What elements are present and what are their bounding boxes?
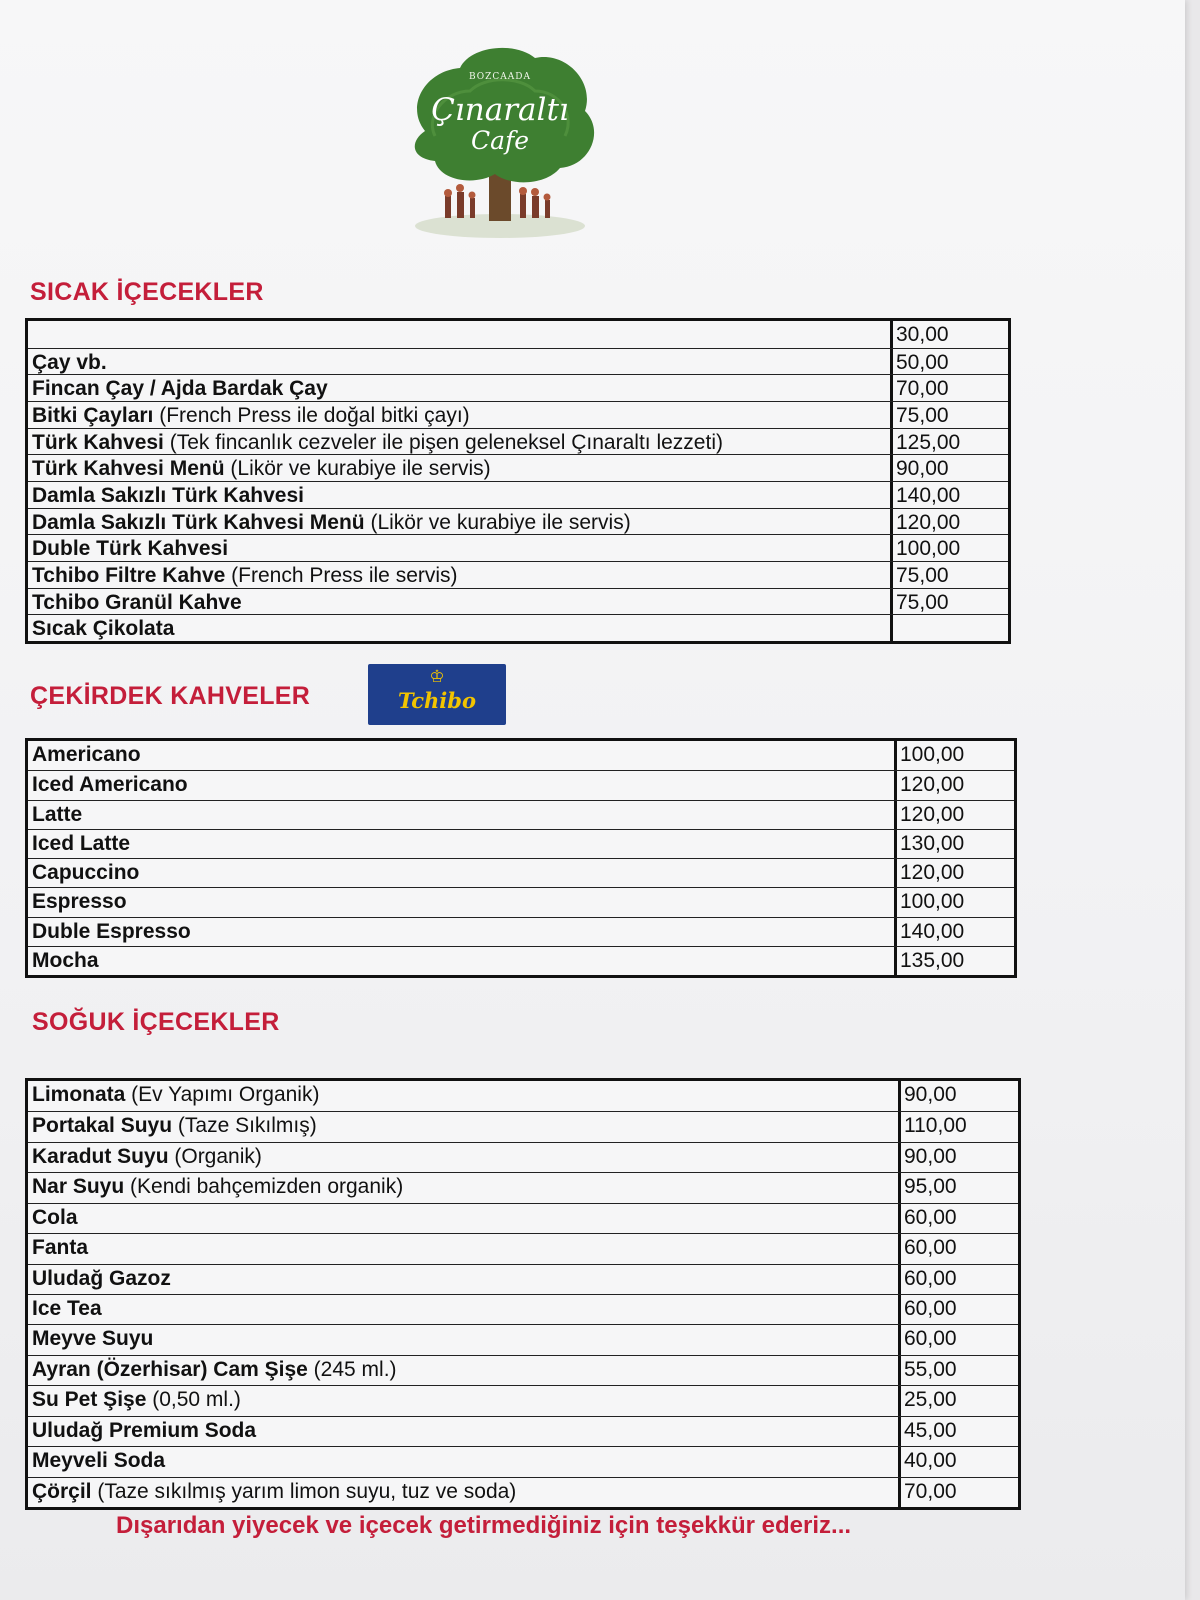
menu-item bbox=[32, 1145, 262, 1169]
menu-item bbox=[32, 377, 328, 401]
item-price: 30,00 bbox=[896, 323, 949, 346]
menu-item bbox=[32, 832, 130, 856]
menu-item bbox=[32, 1419, 256, 1443]
item-name: Karadut Suyu bbox=[32, 1144, 169, 1168]
menu-row bbox=[28, 348, 1008, 376]
menu-item bbox=[32, 404, 470, 428]
menu-item bbox=[32, 351, 107, 375]
menu-item bbox=[32, 890, 127, 914]
cafe-logo bbox=[395, 36, 605, 246]
item-name: Türk Kahvesi bbox=[32, 430, 164, 454]
item-name: Uludağ Gazoz bbox=[32, 1266, 171, 1290]
item-description: (Taze sıkılmış yarım limon suyu, tuz ve soda) bbox=[91, 1479, 517, 1503]
menu-item bbox=[32, 861, 139, 885]
logo-sub: Cafe bbox=[470, 126, 530, 155]
item-name: Mocha bbox=[32, 948, 99, 972]
menu-row bbox=[28, 829, 1014, 859]
menu-item bbox=[32, 1388, 241, 1412]
menu-item bbox=[32, 431, 723, 455]
menu-item bbox=[32, 1236, 88, 1260]
item-price: 45,00 bbox=[904, 1418, 957, 1442]
item-price: 120,00 bbox=[896, 510, 961, 534]
menu-row bbox=[28, 1111, 1018, 1142]
menu-item bbox=[32, 537, 228, 561]
section-title-cold-drinks: SOĞUK İÇECEKLER bbox=[32, 1008, 280, 1036]
menu-item bbox=[32, 457, 491, 481]
item-price: 125,00 bbox=[896, 430, 961, 454]
menu-row bbox=[28, 508, 1008, 536]
bean-coffees-table bbox=[25, 738, 1017, 978]
menu-row bbox=[28, 1142, 1018, 1173]
menu-item bbox=[32, 1449, 165, 1473]
menu-row bbox=[28, 1294, 1018, 1325]
menu-item bbox=[32, 920, 191, 944]
item-price: 75,00 bbox=[896, 404, 949, 427]
menu-row bbox=[28, 770, 1014, 800]
item-price: 90,00 bbox=[904, 1083, 957, 1106]
menu-row bbox=[28, 534, 1008, 562]
menu-row bbox=[28, 917, 1014, 947]
menu-row bbox=[28, 946, 1014, 976]
menu-item bbox=[32, 1083, 319, 1107]
item-price: 40,00 bbox=[904, 1449, 957, 1473]
item-price: 140,00 bbox=[896, 484, 961, 507]
menu-item bbox=[32, 1297, 102, 1321]
cold-drinks-table bbox=[25, 1078, 1021, 1510]
menu-item bbox=[32, 1358, 397, 1382]
item-description: (Likör ve kurabiye ile servis) bbox=[364, 510, 631, 534]
menu-row bbox=[28, 741, 1014, 770]
item-name: Duble Türk Kahvesi bbox=[32, 537, 229, 561]
menu-item bbox=[32, 617, 174, 641]
menu-row bbox=[28, 1172, 1018, 1203]
item-price: 70,00 bbox=[904, 1479, 957, 1503]
item-name: Iced Americano bbox=[32, 773, 188, 797]
item-description: (Ev Yapımı Organik) bbox=[125, 1083, 320, 1106]
item-name: Americano bbox=[32, 743, 141, 766]
menu-row bbox=[28, 1477, 1018, 1508]
item-price: 60,00 bbox=[904, 1327, 957, 1351]
menu-item bbox=[32, 511, 631, 535]
hot-drinks-table bbox=[25, 318, 1011, 644]
menu-item bbox=[32, 1327, 153, 1351]
item-description: (Tek fincanlık cezveler ile pişen geleneksel Çınaraltı lezzeti) bbox=[163, 430, 723, 454]
menu-item bbox=[32, 591, 242, 615]
item-name: Ice Tea bbox=[32, 1297, 102, 1320]
item-price: 25,00 bbox=[904, 1388, 957, 1412]
menu-item bbox=[32, 1267, 171, 1291]
logo-name: Çınaraltı bbox=[431, 92, 569, 128]
item-name: Cola bbox=[32, 1205, 78, 1229]
menu-row bbox=[28, 481, 1008, 509]
item-name: Sıcak Çikolata bbox=[32, 617, 175, 641]
item-name: Portakal Suyu bbox=[32, 1114, 173, 1138]
item-price: 60,00 bbox=[904, 1205, 957, 1229]
item-name: Meyve Suyu bbox=[32, 1327, 154, 1351]
menu-row bbox=[28, 1264, 1018, 1295]
section-title-hot-drinks: SICAK İÇECEKLER bbox=[30, 278, 264, 306]
item-price: 55,00 bbox=[904, 1357, 957, 1381]
menu-row bbox=[28, 401, 1008, 429]
item-price: 60,00 bbox=[904, 1236, 957, 1260]
item-price: 90,00 bbox=[904, 1144, 957, 1168]
menu-item bbox=[32, 484, 304, 508]
item-name: Fincan Çay / Ajda Bardak Çay bbox=[32, 377, 328, 401]
menu-row bbox=[28, 800, 1014, 830]
menu-row bbox=[28, 1081, 1018, 1111]
item-price: 75,00 bbox=[896, 590, 949, 614]
item-price: 100,00 bbox=[900, 890, 965, 914]
menu-item bbox=[32, 1206, 78, 1230]
item-name: Limonata bbox=[32, 1083, 126, 1106]
tchibo-logo bbox=[368, 664, 506, 725]
item-description: (0,50 ml.) bbox=[146, 1388, 241, 1412]
item-price: 100,00 bbox=[900, 743, 965, 766]
menu-row bbox=[28, 561, 1008, 589]
menu-row bbox=[28, 858, 1014, 888]
menu-item bbox=[32, 743, 141, 767]
item-price: 95,00 bbox=[904, 1175, 957, 1199]
menu-row bbox=[28, 1355, 1018, 1386]
item-price: 140,00 bbox=[900, 919, 965, 943]
menu-row bbox=[28, 321, 1008, 348]
item-description: (Likör ve kurabiye ile servis) bbox=[224, 457, 491, 481]
item-name: Çörçil bbox=[32, 1479, 92, 1503]
item-price: 50,00 bbox=[896, 350, 949, 374]
item-name: Duble Espresso bbox=[32, 919, 191, 943]
menu-row bbox=[28, 1203, 1018, 1234]
item-name: Fanta bbox=[32, 1236, 89, 1260]
item-description: (French Press ile doğal bitki çayı) bbox=[153, 404, 470, 427]
item-name: Capuccino bbox=[32, 861, 140, 884]
menu-row bbox=[28, 374, 1008, 402]
item-price: 90,00 bbox=[896, 457, 949, 481]
menu-row bbox=[28, 1385, 1018, 1416]
item-price: 120,00 bbox=[900, 773, 965, 797]
menu-item bbox=[32, 773, 188, 797]
menu-item bbox=[32, 564, 458, 588]
section-title-bean-coffees: ÇEKİRDEK KAHVELER bbox=[30, 682, 311, 710]
menu-row bbox=[28, 1233, 1018, 1264]
item-price: 110,00 bbox=[904, 1114, 967, 1138]
item-description: (245 ml.) bbox=[307, 1357, 397, 1381]
item-description: (French Press ile servis) bbox=[225, 564, 458, 587]
item-name: Uludağ Premium Soda bbox=[32, 1418, 257, 1442]
item-price: 120,00 bbox=[900, 802, 965, 826]
item-name: Çay vb. bbox=[32, 350, 107, 374]
menu-row bbox=[28, 614, 1008, 642]
item-price: 75,00 bbox=[896, 564, 949, 587]
item-price: 120,00 bbox=[900, 861, 965, 884]
item-name: Damla Sakızlı Türk Kahvesi bbox=[32, 484, 304, 507]
item-description: (Kendi bahçemizden organik) bbox=[124, 1175, 404, 1199]
item-name: Latte bbox=[32, 802, 83, 826]
item-price: 100,00 bbox=[896, 537, 961, 561]
item-description: (Organik) bbox=[168, 1144, 262, 1168]
item-name: Tchibo Granül Kahve bbox=[32, 590, 242, 614]
menu-row bbox=[28, 588, 1008, 616]
menu-item bbox=[32, 1175, 403, 1199]
item-description: (Taze Sıkılmış) bbox=[172, 1114, 317, 1138]
item-name: Meyveli Soda bbox=[32, 1449, 166, 1473]
tchibo-emblem-icon: ♔ bbox=[429, 667, 445, 687]
menu-row bbox=[28, 1446, 1018, 1477]
logo-brand: BOZCAADA bbox=[468, 72, 531, 82]
menu-item bbox=[32, 1480, 516, 1504]
item-price: 135,00 bbox=[900, 948, 965, 972]
item-name: Tchibo Filtre Kahve bbox=[32, 564, 226, 587]
item-name: Espresso bbox=[32, 890, 127, 914]
item-name: Bitki Çayları bbox=[32, 404, 154, 427]
menu-item bbox=[32, 1114, 317, 1138]
item-name: Türk Kahvesi Menü bbox=[32, 457, 225, 481]
menu-item bbox=[32, 949, 99, 973]
item-name: Ayran (Özerhisar) Cam Şişe bbox=[32, 1357, 308, 1381]
footer-note: Dışarıdan yiyecek ve içecek getirmediğiniz için teşekkür ederiz... bbox=[116, 1512, 852, 1539]
menu-row bbox=[28, 1324, 1018, 1355]
menu-row bbox=[28, 887, 1014, 917]
menu-row bbox=[28, 1416, 1018, 1447]
item-price: 60,00 bbox=[904, 1266, 957, 1290]
menu-row bbox=[28, 428, 1008, 456]
item-name: Su Pet Şişe bbox=[32, 1388, 147, 1412]
item-name: Nar Suyu bbox=[32, 1175, 125, 1199]
item-name: Damla Sakızlı Türk Kahvesi Menü bbox=[32, 510, 365, 534]
item-price: 60,00 bbox=[904, 1297, 957, 1320]
item-price: 70,00 bbox=[896, 377, 949, 401]
menu-item bbox=[32, 803, 82, 827]
item-price: 130,00 bbox=[900, 831, 965, 855]
tchibo-wordmark: Tchibo bbox=[398, 688, 476, 713]
item-name: Iced Latte bbox=[32, 831, 131, 855]
menu-row bbox=[28, 454, 1008, 482]
